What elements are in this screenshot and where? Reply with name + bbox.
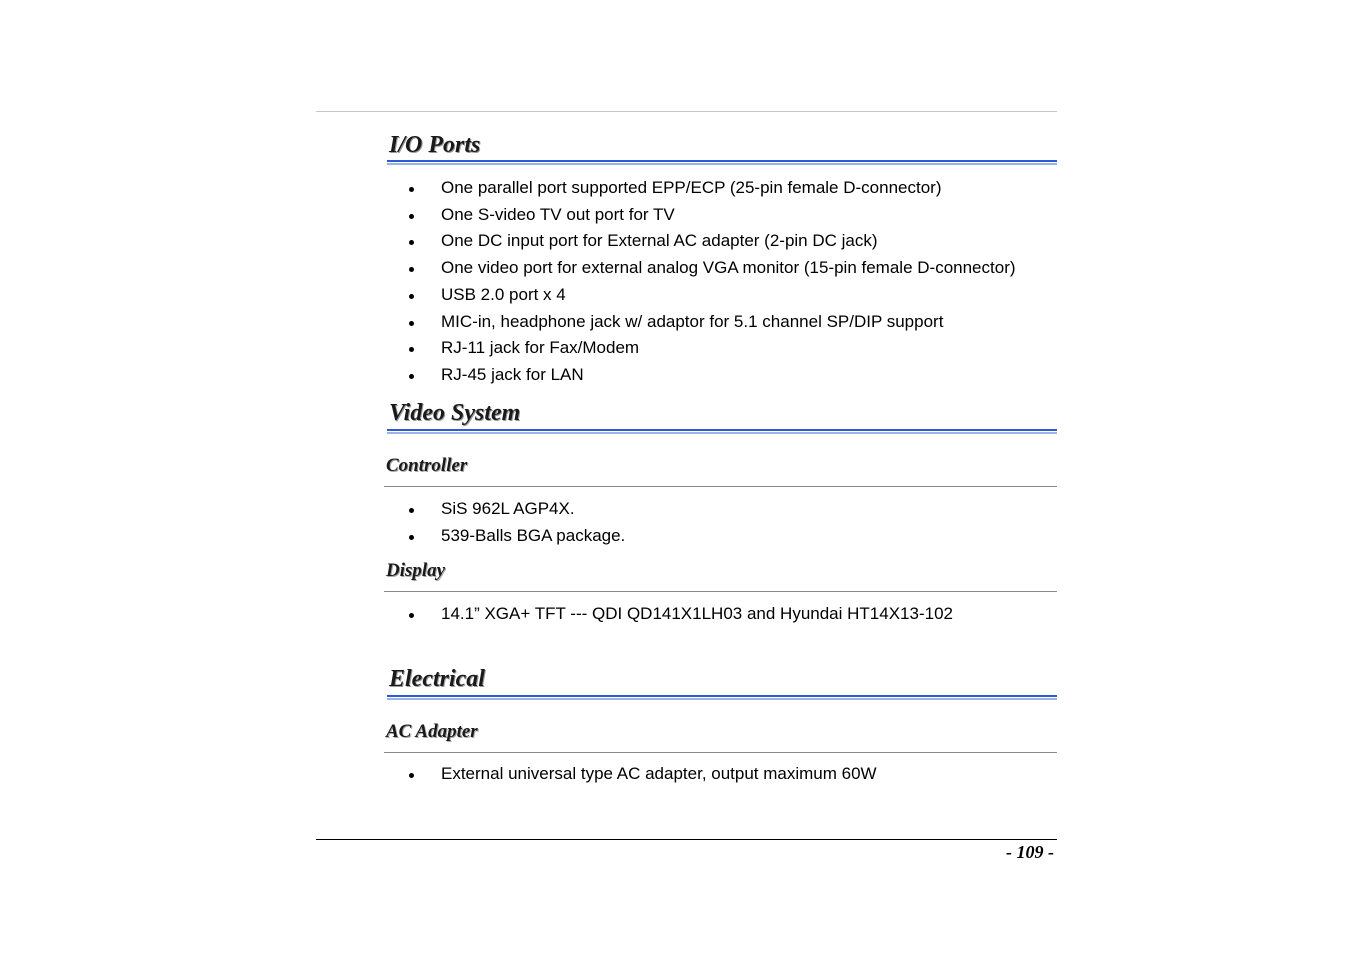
bullet-icon (409, 773, 414, 778)
bullet-icon (409, 214, 414, 219)
ac-adapter-list (404, 761, 877, 788)
bullet-icon (409, 347, 414, 352)
bullet-icon (409, 187, 414, 192)
section-title-video-system: Video System (389, 400, 521, 426)
section-title-io-ports: I/O Ports (389, 132, 481, 158)
bullet-icon (409, 613, 414, 618)
subsection-title-controller: Controller (386, 455, 468, 476)
subsection-rule-controller (384, 486, 1057, 487)
bullet-icon (409, 508, 414, 513)
io-ports-list (404, 175, 1016, 389)
footer-divider (316, 839, 1057, 840)
section-rule-io-ports (387, 160, 1057, 162)
list-item: External universal type AC adapter, output maximum 60W (404, 761, 877, 788)
bullet-icon (409, 240, 414, 245)
list-item: RJ-45 jack for LAN (404, 362, 1016, 389)
list-item: SiS 962L AGP4X. (404, 496, 625, 523)
bullet-icon (409, 374, 414, 379)
display-list (404, 601, 953, 628)
subsection-rule-display (384, 591, 1057, 592)
section-title-electrical: Electrical (389, 666, 485, 692)
bullet-icon (409, 267, 414, 272)
list-item: One video port for external analog VGA monitor (15-pin female D-connector) (404, 255, 1016, 282)
controller-list (404, 496, 625, 549)
list-item: 539-Balls BGA package. (404, 523, 625, 550)
list-item: 14.1” XGA+ TFT --- QDI QD141X1LH03 and Hyundai HT14X13-102 (404, 601, 953, 628)
subsection-title-ac-adapter: AC Adapter (386, 721, 478, 742)
bullet-icon (409, 321, 414, 326)
header-divider (316, 111, 1057, 112)
list-item: One parallel port supported EPP/ECP (25-pin female D-connector) (404, 175, 1016, 202)
list-item: RJ-11 jack for Fax/Modem (404, 335, 1016, 362)
bullet-icon (409, 535, 414, 540)
list-item: One DC input port for External AC adapter (2-pin DC jack) (404, 228, 1016, 255)
page-number: - 109 - (1006, 842, 1054, 862)
subsection-rule-ac-adapter (384, 752, 1057, 753)
section-rule-video-system (387, 429, 1057, 431)
section-rule-electrical (387, 695, 1057, 697)
bullet-icon (409, 294, 414, 299)
list-item: One S-video TV out port for TV (404, 202, 1016, 229)
subsection-title-display: Display (386, 560, 446, 581)
list-item: USB 2.0 port x 4 (404, 282, 1016, 309)
list-item: MIC-in, headphone jack w/ adaptor for 5.1 channel SP/DIP support (404, 309, 1016, 336)
